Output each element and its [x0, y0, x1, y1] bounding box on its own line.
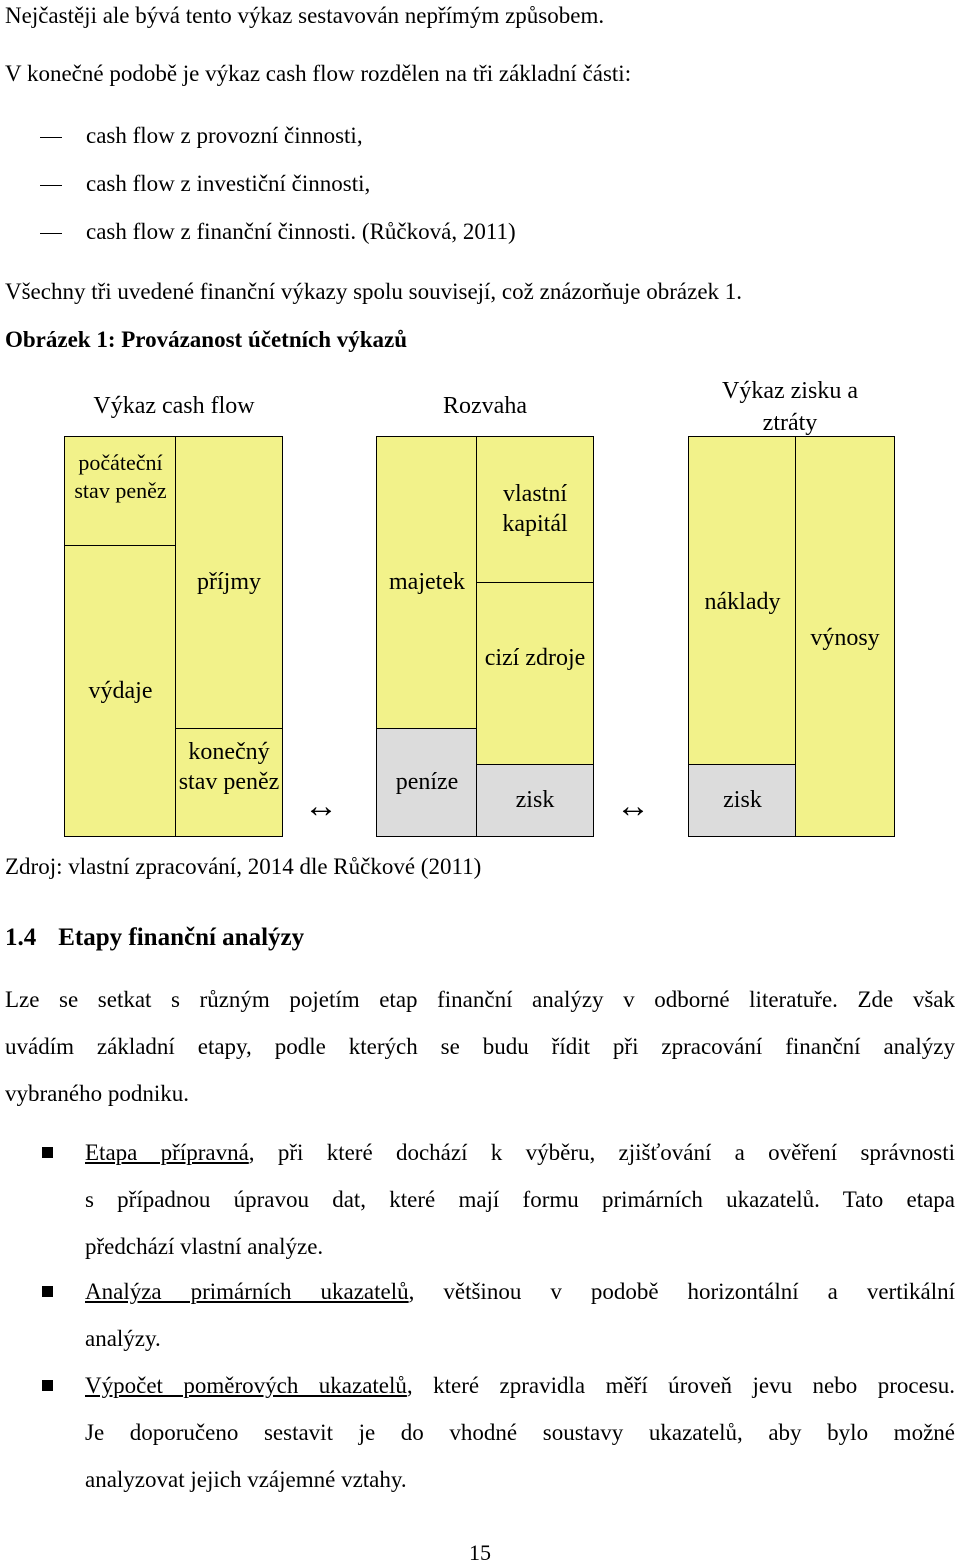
figure-title: Obrázek 1: Provázanost účetních výkazů [5, 327, 408, 352]
bidirectional-arrow-icon: ↔ [304, 788, 338, 825]
intro-line-3: Všechny tři uvedené finanční výkazy spolu souvisejí, což znázorňuje obrázek 1. [5, 279, 743, 304]
prijmy-box [175, 436, 283, 730]
vydaje-label: výdaje [88, 678, 153, 704]
bullet-line [85, 1372, 955, 1400]
bullet-line: analýzy. [85, 1326, 161, 1351]
paragraph-line: vybraného podniku. [5, 1081, 189, 1106]
naklady-box [688, 436, 797, 766]
penize-box [376, 728, 478, 837]
square-bullet-icon [42, 1147, 53, 1158]
intro-line-1: Nejčastěji ale bývá tento výkaz sestavován nepřímým způsobem. [5, 3, 605, 28]
bidirectional-arrow-icon: ↔ [616, 788, 650, 825]
dash-item [40, 170, 370, 198]
cizi-zdroje-box [476, 582, 594, 766]
vydaje-box [64, 545, 177, 837]
section-title: Etapy finanční analýzy [58, 924, 305, 951]
bullet-text: , které zpravidla měří úroveň jevu nebo procesu. [406, 1373, 955, 1398]
bullet-line: s případnou úpravou dat, které mají formu primárních ukazatelů. Tato etapa [85, 1187, 955, 1212]
dash-item-text: cash flow z investiční činnosti, [86, 171, 371, 196]
paragraph-line: uvádím základní etapy, podle kterých se budu řídit při zpracování finanční analýzy [5, 1034, 955, 1059]
source-note: Zdroj: vlastní zpracování, 2014 dle Růčkové (2011) [5, 854, 482, 879]
bullet-term: Etapa přípravná [85, 1140, 249, 1165]
section-number: 1.4 [5, 924, 37, 951]
rozvaha-zisk-box [476, 764, 594, 837]
section-heading [5, 922, 304, 954]
dash-icon [40, 185, 62, 186]
konecny-stav-box [175, 728, 283, 837]
pocatecni-stav-label: počáteční stav peněz [74, 450, 167, 503]
vlastni-kapital-box [476, 436, 594, 584]
bullet-text: , většinou v podobě horizontální a vertikální [408, 1279, 955, 1304]
bullet-term: Výpočet poměrových ukazatelů [85, 1373, 407, 1398]
vynosy-label: výnosy [810, 625, 880, 651]
bullet-term: Analýza primárních ukazatelů [85, 1279, 409, 1304]
bullet-text: , při které dochází k výběru, zjišťování a ověření správnosti [248, 1140, 955, 1165]
pocatecni-stav-box [64, 436, 177, 547]
square-bullet-icon [42, 1286, 53, 1297]
bullet-line: analyzovat jejich vzájemné vztahy. [85, 1467, 407, 1492]
penize-label: peníze [395, 769, 459, 795]
rozvaha-zisk-label: zisk [515, 787, 555, 813]
majetek-label: majetek [389, 569, 465, 595]
dash-item [40, 218, 516, 246]
bullet-line: Je doporučeno sestavit je do vhodné soustavy ukazatelů, aby bylo možné [85, 1420, 955, 1445]
accounting-statements-diagram [0, 370, 960, 850]
cash-flow-header: Výkaz cash flow [93, 393, 255, 419]
paragraph-line: Lze se setkat s různým pojetím etap finanční analýzy v odborné literatuře. Zde však [5, 987, 955, 1012]
vzz-header: Výkaz zisku a ztráty [722, 378, 858, 436]
vzz-zisk-label: zisk [723, 787, 762, 813]
bullet-line: předchází vlastní analýze. [85, 1234, 324, 1259]
dash-item-text: cash flow z provozní činnosti, [86, 123, 363, 148]
cizi-zdroje-label: cizí zdroje [484, 645, 586, 671]
konecny-stav-label: konečný stav peněz [178, 739, 280, 795]
bullet-line [85, 1278, 955, 1306]
dash-icon [40, 137, 62, 138]
bullet-line [85, 1139, 955, 1167]
naklady-label: náklady [704, 589, 781, 615]
rozvaha-header: Rozvaha [443, 393, 527, 419]
majetek-box [376, 436, 478, 730]
page-number: 15 [469, 1540, 491, 1565]
vynosy-box [795, 436, 895, 837]
dash-item [40, 122, 363, 150]
intro-line-2: V konečné podobě je výkaz cash flow rozdělen na tři základní části: [5, 61, 632, 86]
prijmy-label: příjmy [197, 569, 261, 595]
vlastni-kapital-label: vlastní kapitál [502, 481, 568, 537]
vzz-zisk-box [688, 764, 797, 837]
dash-item-text: cash flow z finanční činnosti. (Růčková, 2011) [86, 219, 516, 244]
dash-icon [40, 233, 62, 234]
square-bullet-icon [42, 1380, 53, 1391]
